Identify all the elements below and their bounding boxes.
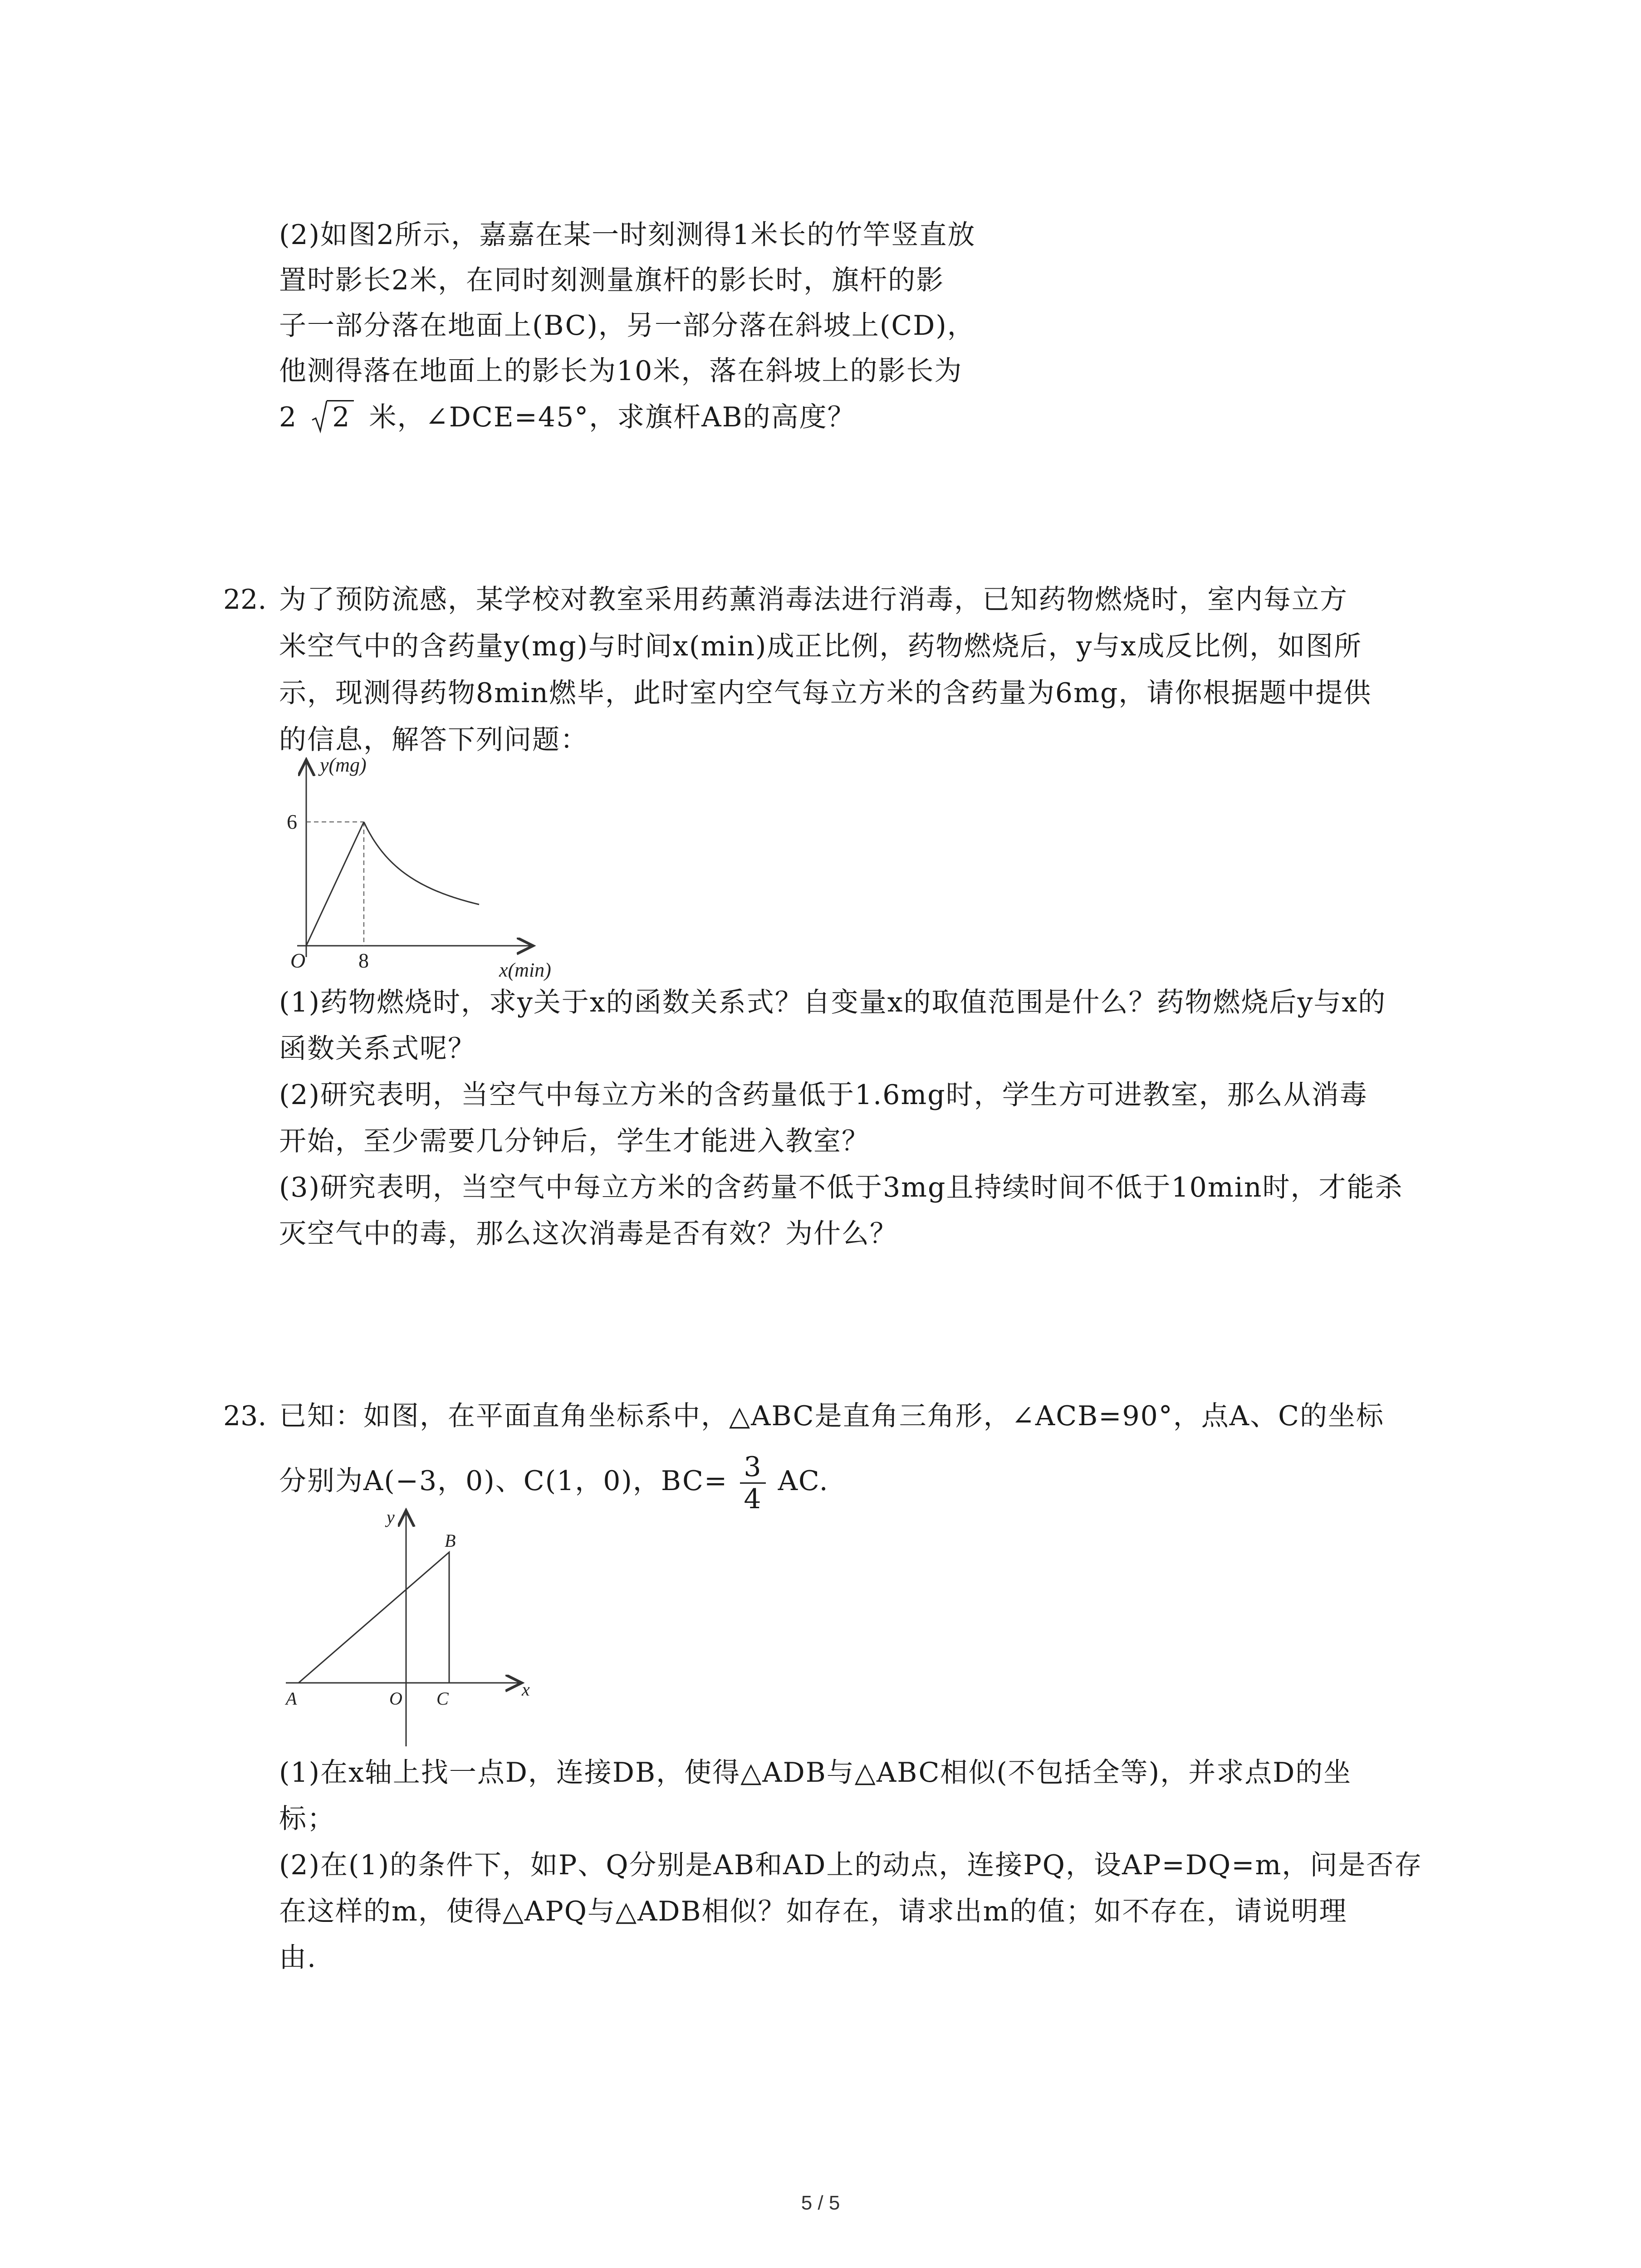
sqrt-radicand: 2 [327, 400, 354, 433]
q22-part-3-line-1: (3)研究表明，当空气中每立方米的含药量不低于3mg且持续时间不低于10min时，才能杀 [279, 1172, 1403, 1203]
q22-graph [254, 751, 599, 991]
triangle-abc [299, 1552, 449, 1683]
q22-part-2-line-2: 开始，至少需要几分钟后，学生才能进入教室？ [279, 1125, 870, 1157]
point-a-label: A [286, 1688, 297, 1709]
q23-y-axis-label: y [387, 1507, 395, 1527]
q22-part-1-line-2: 函数关系式呢？ [279, 1033, 476, 1065]
q23-stem-suffix: AC. [778, 1465, 829, 1497]
point-c-label: C [436, 1688, 449, 1709]
point-b-label: B [445, 1530, 456, 1551]
q22-x-axis-label: x(min) [499, 959, 551, 981]
q21-line-4: 他测得落在地面上的影长为10米，落在斜坡上的影长为 [279, 355, 963, 387]
q22-part-2-line-1: (2)研究表明，当空气中每立方米的含药量低于1.6mg时，学生方可进教室，那么从消毒 [279, 1079, 1368, 1111]
q23-stem-prefix: 分别为A(−3，0)、C(1，0)，BC= [279, 1465, 728, 1497]
q22-linear-segment [306, 822, 364, 946]
q23-part-2-line-1: (2)在(1)的条件下，如P、Q分别是AB和AD上的动点，连接PQ，设AP=DQ=m，问是否存 [279, 1849, 1423, 1881]
q23-part-2-line-3: 由. [279, 1942, 317, 1974]
q23-graph [268, 1501, 567, 1755]
q22-origin-label: O [290, 949, 306, 972]
q23-part-1-line-2: 标； [279, 1803, 335, 1835]
q21-line-1: (2)如图2所示，嘉嘉在某一时刻测得1米长的竹竿竖直放 [279, 219, 976, 251]
q23-number: 23. [223, 1400, 267, 1432]
sqrt-sign-icon [311, 399, 328, 434]
fraction-numerator: 3 [740, 1452, 765, 1484]
q21-line-3: 子一部分落在地面上(BC)，另一部分落在斜坡上(CD)， [279, 310, 975, 342]
q22-stem-line-4: 的信息，解答下列问题： [279, 724, 588, 756]
origin-label: O [389, 1688, 402, 1709]
q21-line-5 [279, 399, 856, 435]
q22-inverse-curve [364, 822, 479, 904]
q22-part-1-line-1: (1)药物燃烧时，求y关于x的函数关系式？自变量x的取值范围是什么？药物燃烧后y与x的 [279, 987, 1386, 1018]
q22-stem-line-1: 为了预防流感，某学校对教室采用药薰消毒法进行消毒，已知药物燃烧时，室内每立方 [279, 584, 1348, 616]
q23-x-axis-label: x [522, 1679, 530, 1700]
fraction [740, 1452, 765, 1515]
q22-x-tick-label: 8 [358, 949, 369, 972]
sqrt-symbol [311, 399, 354, 435]
q23-part-2-line-2: 在这样的m，使得△APQ与△ADB相似？如存在，请求出m的值；如不存在，请说明理 [279, 1896, 1347, 1927]
q22-stem-line-3: 示，现测得药物8min燃毕，此时室内空气每立方米的含药量为6mg，请你根据题中提供 [279, 677, 1372, 709]
q21-line-5-rest: 米，∠DCE=45°，求旗杆AB的高度？ [369, 401, 856, 433]
q23-part-1-line-1: (1)在x轴上找一点D，连接DB，使得△ADB与△ABC相似(不包括全等)，并求点D的坐 [279, 1757, 1352, 1789]
q21-coefficient: 2 [279, 401, 298, 433]
q23-stem-line-1: 已知：如图，在平面直角坐标系中，△ABC是直角三角形，∠ACB=90°，点A、C的坐标 [279, 1400, 1385, 1432]
page-number: 5 / 5 [801, 2192, 840, 2214]
q22-stem-line-2: 米空气中的含药量y(mg)与时间x(min)成正比例，药物燃烧后，y与x成反比例，如图所 [279, 631, 1362, 662]
q22-part-3-line-2: 灭空气中的毒，那么这次消毒是否有效？为什么？ [279, 1218, 898, 1250]
q22-y-axis-label: y(mg) [320, 754, 367, 776]
q22-number: 22. [223, 584, 267, 616]
q21-line-2: 置时影长2米，在同时刻测量旗杆的影长时，旗杆的影 [279, 264, 945, 296]
fraction-denominator: 4 [744, 1483, 762, 1515]
q22-y-tick-label: 6 [287, 810, 297, 833]
